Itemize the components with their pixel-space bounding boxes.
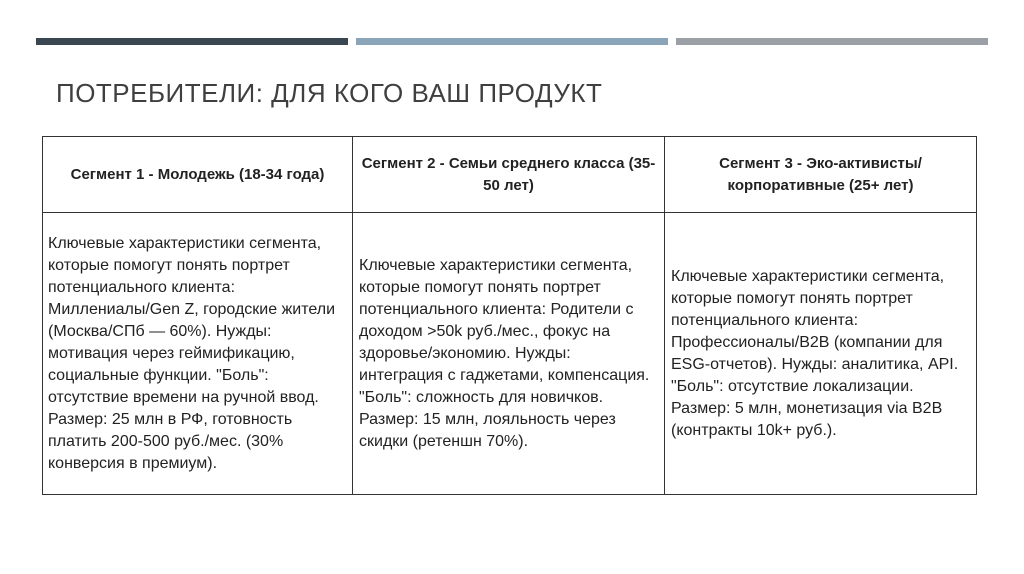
table-header-row [43, 137, 977, 213]
segments-table-container [42, 136, 976, 495]
cell-segment-3: Ключевые характеристики сегмента, которые помогут понять портрет потенциального клиента: Профессионалы/B2B (компании для ESG-отчетов). Нужды: аналитика, API. "Боль": отсутствие локализации. Размер: 5 млн, монетизация via B2B (контракты 10k+ руб.). [665, 213, 977, 495]
decorative-bar-dark [36, 38, 348, 45]
cell-segment-1: Ключевые характеристики сегмента, которые помогут понять портрет потенциального клиента: Миллениалы/Gen Z, городские жители (Москва/СПб — 60%). Нужды: мотивация через геймификацию, социальные функции. "Боль": отсутствие времени на ручной ввод. Размер: 25 млн в РФ, готовность платить 200-500 руб./мес. (30% конверсия в премиум). [43, 213, 353, 495]
header-segment-3: Сегмент 3 - Эко-активисты/корпоративные (25+ лет) [665, 137, 977, 213]
header-segment-2: Сегмент 2 - Семьи среднего класса (35-50 лет) [353, 137, 665, 213]
decorative-bar-gray [676, 38, 988, 45]
cell-segment-2: Ключевые характеристики сегмента, которые помогут понять портрет потенциального клиента: Родители с доходом >50k руб./мес., фокус на здоровье/экономию. Нужды: интеграция с гаджетами, компенсация. "Боль": сложность для новичков. Размер: 15 млн, лояльность через скидки (ретеншн 70%). [353, 213, 665, 495]
header-segment-1: Сегмент 1 - Молодежь (18-34 года) [43, 137, 353, 213]
segments-table [42, 136, 977, 495]
table-row [43, 213, 977, 495]
slide-title: ПОТРЕБИТЕЛИ: ДЛЯ КОГО ВАШ ПРОДУКТ [56, 78, 603, 108]
decorative-bar-blue [356, 38, 668, 45]
